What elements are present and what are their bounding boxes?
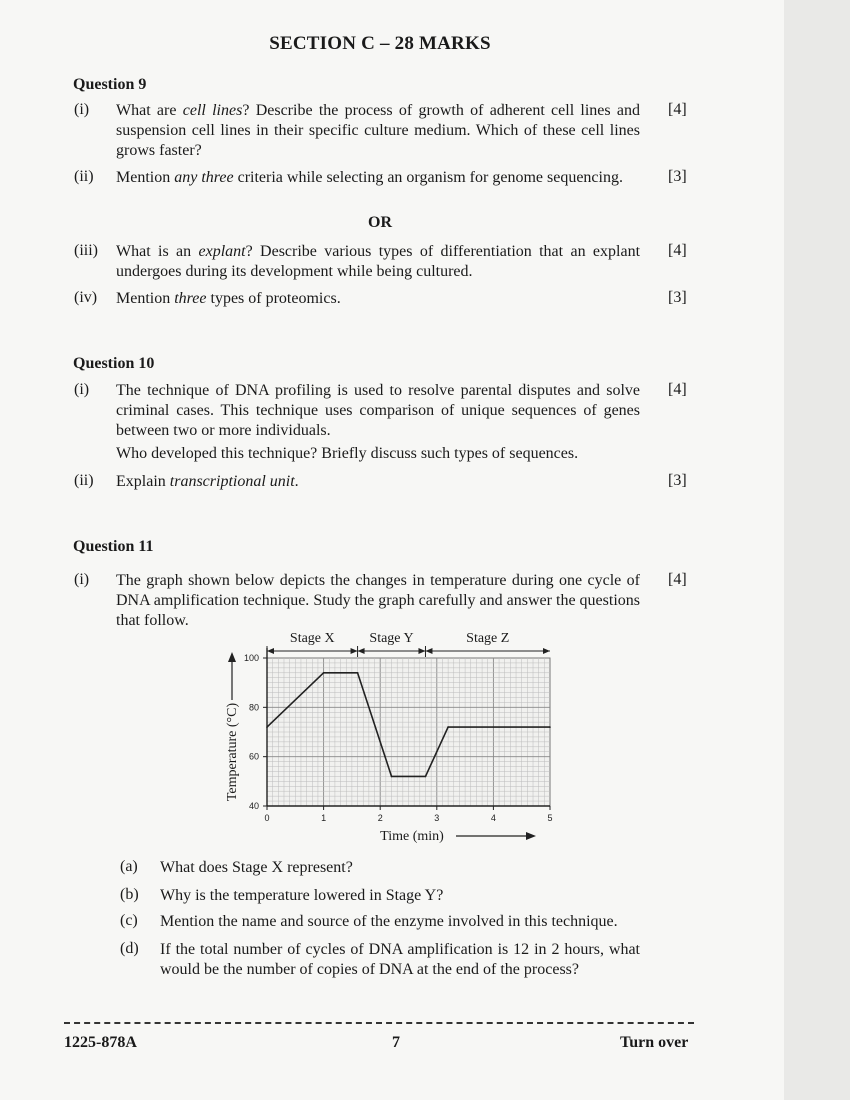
x-axis-arrowhead [526,832,536,840]
q9-ii-marks: [3] [668,168,687,185]
question-10-heading: Question 10 [73,355,155,372]
q11-b-label: (b) [120,886,139,903]
q10-ii-label: (ii) [74,472,94,489]
q9-i-label: (i) [74,101,90,118]
q11-b-text: Why is the temperature lowered in Stage Y? [160,887,444,904]
x-tick-label: 1 [321,813,327,823]
y-tick-label: 60 [248,751,259,762]
q11-i-text: The graph shown below depicts the changes in temperature during one cycle of DNA amplification technique. Study the graph carefully and answer the questions that follow. [116,572,640,629]
stage-arrow-left [358,648,365,654]
data-point [549,726,551,728]
x-axis-label: Time (min) [380,829,444,844]
footer-divider [64,1022,694,1024]
q11-c-text: Mention the name and source of the enzyme involved in this technique. [160,913,618,930]
q9-iv-text: Mention three types of proteomics. [116,290,341,307]
y-axis-arrowhead [228,652,236,662]
q10-i-marks: [4] [668,381,687,398]
paper-code: 1225-878A [64,1034,137,1051]
stage-arrow-right [418,648,425,654]
y-axis-label: Temperature (°C) [225,702,240,802]
question-9-heading: Question 9 [73,76,147,93]
or-divider: OR [368,214,392,231]
q9-i-text: What are cell lines? Describe the process of growth of adherent cell lines and suspension cell lines in their specific culture medium. Which of these cell lines grows faster? [116,102,641,159]
data-point [447,726,449,728]
data-point [357,672,359,674]
q11-c-label: (c) [120,912,138,929]
q9-iii-text: What is an explant? Describe various types of differentiation that an explant undergoes during its development while being cultured. [116,243,641,280]
q11-d-text: If the total number of cycles of DNA amplification is 12 in 2 hours, what would be the number of copies of DNA at the end of the process? [160,941,640,978]
x-tick-label: 2 [377,813,383,823]
section-title: SECTION C – 28 MARKS [269,33,491,54]
q10-ii-text: Explain transcriptional unit. [116,473,299,490]
q11-a-label: (a) [120,858,138,875]
chart-grid [267,658,550,806]
x-tick-label: 0 [264,813,270,823]
data-point [425,776,427,778]
q9-ii-text: Mention any three criteria while selecting an organism for genome sequencing. [116,169,623,186]
data-point [266,726,268,728]
q10-i-label: (i) [74,381,90,398]
stage-arrow-left [425,648,432,654]
question-11-heading: Question 11 [73,538,154,555]
page-number: 7 [392,1034,400,1051]
q9-iii-label: (iii) [74,242,98,259]
q11-a-text: What does Stage X represent? [160,859,353,876]
stage-arrow-right [351,648,358,654]
q10-i-text2: Who developed this technique? Briefly discuss such types of sequences. [116,445,579,462]
q11-d-label: (d) [120,940,139,957]
q10-ii-marks: [3] [668,472,687,489]
data-point [323,672,325,674]
q9-iv-marks: [3] [668,289,687,306]
stage-label: Stage Z [466,631,510,646]
q11-i-label: (i) [74,571,90,588]
q11-i-marks: [4] [668,571,687,588]
x-tick-label: 4 [490,813,496,823]
q9-iv-label: (iv) [74,289,98,306]
stage-label: Stage Y [369,631,414,646]
stage-label: Stage X [289,631,335,646]
x-tick-label: 3 [434,813,440,823]
y-tick-label: 80 [248,702,259,713]
x-tick-label: 5 [547,813,553,823]
data-point [391,776,393,778]
stage-arrow-left [267,648,274,654]
q9-i-marks: [4] [668,101,687,118]
turn-over: Turn over [620,1034,689,1051]
q9-ii-label: (ii) [74,168,94,185]
stage-arrow-right [543,648,550,654]
q10-i-text: The technique of DNA profiling is used to resolve parental disputes and solve criminal cases. This technique uses comparison of unique sequences of genes between two or more individuals. [116,382,640,439]
y-tick-label: 100 [243,653,259,663]
y-tick-label: 40 [248,801,259,811]
q9-iii-marks: [4] [668,242,687,259]
chart-stages [267,631,550,657]
